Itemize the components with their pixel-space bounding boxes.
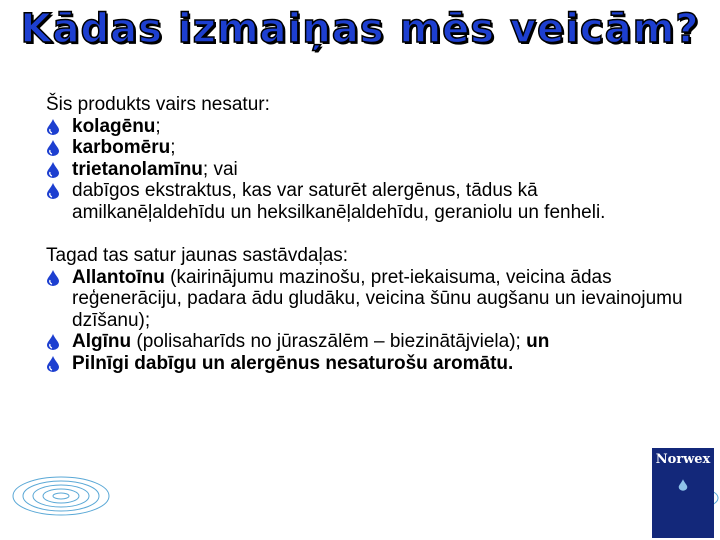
water-drop-icon [46, 183, 60, 199]
water-ripple-icon [6, 456, 116, 536]
content-area [46, 94, 686, 374]
list-item [46, 353, 686, 375]
list-item [46, 267, 686, 332]
section1-intro: Šis produkts vairs nesatur: [46, 94, 270, 115]
item-bold-text: un [526, 331, 550, 352]
item-text: ; vai [202, 158, 238, 180]
removed-ingredients-list [46, 116, 686, 224]
list-item [46, 137, 686, 159]
water-drop-icon [678, 478, 688, 492]
list-item [46, 116, 686, 138]
page-title: Kādas izmaiņas mēs veicām? [20, 6, 700, 52]
item-bold-text: Pilnīgi dabīgu un alergēnus nesaturošu aromātu. [72, 352, 514, 374]
section2-intro: Tagad tas satur jaunas sastāvdaļas: [46, 245, 349, 266]
water-drop-icon [46, 356, 60, 372]
item-text: ; [170, 137, 176, 158]
item-bold-text: Allantoīnu [72, 266, 165, 288]
list-item [46, 159, 686, 181]
water-drop-icon [46, 270, 60, 286]
item-bold-text: kolagēnu [72, 115, 156, 137]
item-bold-text: Algīnu [72, 331, 132, 352]
water-drop-icon [46, 162, 60, 178]
item-bold-text: trietanolamīnu [72, 158, 203, 180]
water-drop-icon [46, 140, 60, 156]
water-drop-icon [46, 334, 60, 350]
new-ingredients-list [46, 267, 686, 375]
item-text: ; [155, 115, 161, 137]
norwex-logo [652, 448, 714, 538]
list-item [46, 180, 686, 223]
logo-text: Norwex [655, 452, 711, 467]
item-text: (kairinājumu mazinošu, pret-iekaisuma, veicina ādas reģenerāciju, padara ādu gludāku, veicina šūnu augšanu un ievainojumu dzīšanu); [72, 266, 683, 331]
water-drop-icon [46, 119, 60, 135]
item-bold-text: karbomēru [72, 137, 171, 158]
item-text: (polisaharīds no jūraszālēm – biezinātājviela); [131, 331, 527, 352]
list-item [46, 331, 686, 353]
item-text: dabīgos ekstraktus, kas var saturēt alergēnus, tādus kā amilkanēļaldehīdu un heksilkanēļaldehīdu, geraniolu un fenheli. [72, 180, 606, 223]
